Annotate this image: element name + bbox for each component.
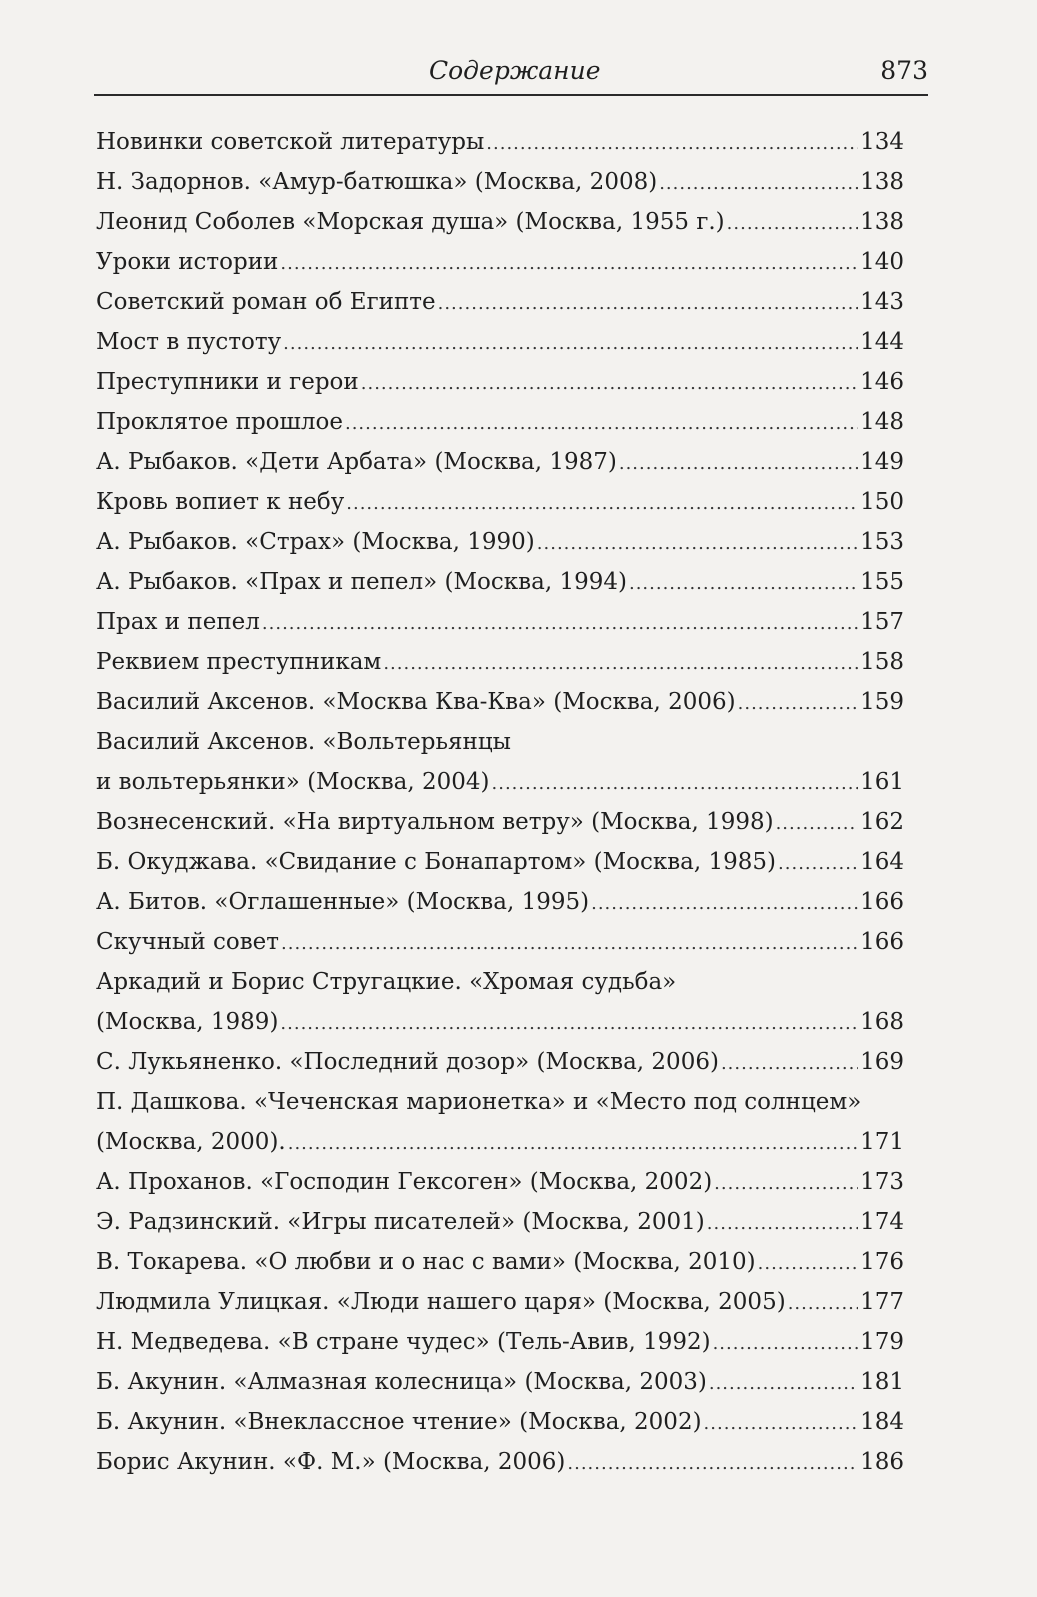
leader-dots — [345, 402, 858, 444]
toc-entry-title: В. Токарева. «О любви и о нас с вами» (Москва, 2010) — [96, 1249, 756, 1275]
leader-dots — [567, 1442, 858, 1484]
toc-entry-page: 158 — [860, 649, 904, 675]
leader-dots — [280, 1002, 858, 1044]
toc-entry-title-continued: (Москва, 2000). — [96, 1129, 286, 1155]
toc-entry-title: Прах и пепел — [96, 609, 260, 635]
toc-entry-page: 179 — [860, 1329, 904, 1355]
toc-entry — [96, 522, 904, 562]
toc-entry — [96, 1162, 904, 1202]
toc-entry-title: Б. Окуджава. «Свидание с Бонапартом» (Москва, 1985) — [96, 849, 777, 875]
toc-entry-title: Людмила Улицкая. «Люди нашего царя» (Москва, 2005) — [96, 1289, 786, 1315]
toc-entry-title: Аркадий и Борис Стругацкие. «Хромая судьба» — [96, 969, 677, 995]
toc-entry — [96, 922, 904, 962]
toc-entry-page: 157 — [860, 609, 904, 635]
leader-dots — [383, 642, 858, 684]
toc-entry — [96, 1402, 904, 1442]
toc-entry-title: Вознесенский. «На виртуальном ветру» (Москва, 1998) — [96, 809, 774, 835]
leader-dots — [659, 162, 858, 204]
toc-entry-title: Кровь вопиет к небу — [96, 489, 345, 515]
toc-entry-page: 161 — [860, 769, 904, 795]
toc-entry-title: Б. Акунин. «Алмазная колесница» (Москва, 2003) — [96, 1369, 707, 1395]
leader-dots — [788, 1282, 858, 1324]
toc-entry — [96, 962, 904, 1042]
toc-entry-title: А. Рыбаков. «Дети Арбата» (Москва, 1987) — [96, 449, 617, 475]
leader-dots — [713, 1322, 859, 1364]
leader-dots — [629, 562, 858, 604]
toc-entry-title: Уроки истории — [96, 249, 279, 275]
toc-entry — [96, 442, 904, 482]
toc-entry-title: А. Рыбаков. «Страх» (Москва, 1990) — [96, 529, 535, 555]
toc-entry — [96, 1042, 904, 1082]
toc-entry-page: 173 — [860, 1169, 904, 1195]
toc-entry-title-continued: и вольтерьянки» (Москва, 2004) — [96, 769, 490, 795]
leader-dots — [707, 1202, 858, 1244]
toc-entry-page: 159 — [860, 689, 904, 715]
toc-entry-title: Реквием преступникам — [96, 649, 382, 675]
toc-entry — [96, 162, 904, 202]
toc-entry-page: 143 — [860, 289, 904, 315]
toc-entry-page: 174 — [860, 1209, 904, 1235]
toc-entry-page: 150 — [860, 489, 904, 515]
toc-entry-title: Леонид Соболев «Морская душа» (Москва, 1955 г.) — [96, 209, 725, 235]
toc-entry-page: 164 — [860, 849, 904, 875]
leader-dots — [714, 1162, 858, 1204]
toc-entry — [96, 882, 904, 922]
toc-entry — [96, 482, 904, 522]
leader-dots — [537, 522, 858, 564]
toc-entry — [96, 242, 904, 282]
running-header — [94, 50, 928, 96]
toc-entry-title: А. Рыбаков. «Прах и пепел» (Москва, 1994) — [96, 569, 627, 595]
leader-dots — [486, 122, 858, 164]
table-of-contents — [96, 122, 904, 1482]
toc-entry-page: 149 — [860, 449, 904, 475]
toc-entry — [96, 362, 904, 402]
toc-entry-page: 153 — [860, 529, 904, 555]
toc-entry-title: Василий Аксенов. «Москва Ква-Ква» (Москва, 2006) — [96, 689, 736, 715]
toc-entry-title: Н. Задорнов. «Амур-батюшка» (Москва, 2008) — [96, 169, 658, 195]
leader-dots — [280, 242, 858, 284]
toc-entry-title: Скучный совет — [96, 929, 280, 955]
toc-entry-title: Борис Акунин. «Ф. М.» (Москва, 2006) — [96, 1449, 566, 1475]
leader-dots — [492, 762, 859, 804]
toc-entry — [96, 322, 904, 362]
leader-dots — [438, 282, 858, 324]
leader-dots — [591, 882, 858, 924]
leader-dots — [709, 1362, 858, 1404]
toc-entry — [96, 1362, 904, 1402]
toc-entry-page: 171 — [860, 1129, 904, 1155]
toc-entry — [96, 1282, 904, 1322]
toc-entry — [96, 802, 904, 842]
toc-entry — [96, 722, 904, 802]
toc-entry-page: 138 — [860, 169, 904, 195]
toc-entry-page: 176 — [860, 1249, 904, 1275]
leader-dots — [778, 842, 858, 884]
toc-entry — [96, 642, 904, 682]
running-header-title: Содержание — [429, 56, 601, 85]
toc-entry-page: 138 — [860, 209, 904, 235]
leader-dots — [738, 682, 858, 724]
toc-entry-title: Василий Аксенов. «Вольтерьянцы — [96, 729, 511, 755]
leader-dots — [283, 322, 858, 364]
toc-entry — [96, 1442, 904, 1482]
leader-dots — [346, 482, 858, 524]
leader-dots — [776, 802, 859, 844]
toc-entry-title: Н. Медведева. «В стране чудес» (Тель-Авив, 1992) — [96, 1329, 711, 1355]
toc-entry-page: 168 — [860, 1009, 904, 1035]
toc-entry — [96, 602, 904, 642]
toc-entry — [96, 122, 904, 162]
toc-entry — [96, 1242, 904, 1282]
toc-entry-title: Новинки советской литературы — [96, 129, 485, 155]
page-number: 873 — [880, 56, 928, 85]
toc-entry — [96, 1202, 904, 1242]
leader-dots — [281, 922, 858, 964]
toc-entry-title: С. Лукьяненко. «Последний дозор» (Москва, 2006) — [96, 1049, 719, 1075]
leader-dots — [758, 1242, 858, 1284]
toc-entry-title: Б. Акунин. «Внеклассное чтение» (Москва, 2002) — [96, 1409, 702, 1435]
toc-entry-title: А. Битов. «Оглашенные» (Москва, 1995) — [96, 889, 590, 915]
toc-entry-page: 166 — [860, 929, 904, 955]
toc-entry-page: 169 — [860, 1049, 904, 1075]
toc-entry-title: Э. Радзинский. «Игры писателей» (Москва, 2001) — [96, 1209, 705, 1235]
toc-entry-page: 162 — [860, 809, 904, 835]
toc-entry-page: 148 — [860, 409, 904, 435]
toc-entry-title: Мост в пустоту — [96, 329, 282, 355]
toc-entry-page: 166 — [860, 889, 904, 915]
toc-entry-page: 186 — [860, 1449, 904, 1475]
leader-dots — [704, 1402, 859, 1444]
toc-entry-page: 155 — [860, 569, 904, 595]
toc-entry — [96, 1082, 904, 1162]
toc-entry-title-continued: (Москва, 1989) — [96, 1009, 279, 1035]
toc-entry-title: Преступники и герои — [96, 369, 359, 395]
leader-dots — [361, 362, 858, 404]
toc-entry-page: 134 — [860, 129, 904, 155]
toc-entry — [96, 202, 904, 242]
toc-entry — [96, 682, 904, 722]
toc-entry-title: Проклятое прошлое — [96, 409, 343, 435]
toc-entry-title: А. Проханов. «Господин Гексоген» (Москва, 2002) — [96, 1169, 713, 1195]
toc-entry — [96, 282, 904, 322]
leader-dots — [619, 442, 858, 484]
toc-entry-page: 146 — [860, 369, 904, 395]
leader-dots — [721, 1042, 858, 1084]
toc-entry-title: П. Дашкова. «Чеченская марионетка» и «Место под солнцем» — [96, 1089, 862, 1115]
leader-dots — [288, 1122, 858, 1164]
toc-entry-title: Советский роман об Египте — [96, 289, 436, 315]
toc-entry-page: 140 — [860, 249, 904, 275]
toc-entry-page: 181 — [860, 1369, 904, 1395]
toc-entry — [96, 562, 904, 602]
toc-entry-page: 184 — [860, 1409, 904, 1435]
leader-dots — [727, 202, 858, 244]
toc-entry — [96, 402, 904, 442]
toc-entry-page: 177 — [860, 1289, 904, 1315]
toc-entry — [96, 842, 904, 882]
leader-dots — [262, 602, 858, 644]
toc-entry — [96, 1322, 904, 1362]
toc-entry-page: 144 — [860, 329, 904, 355]
